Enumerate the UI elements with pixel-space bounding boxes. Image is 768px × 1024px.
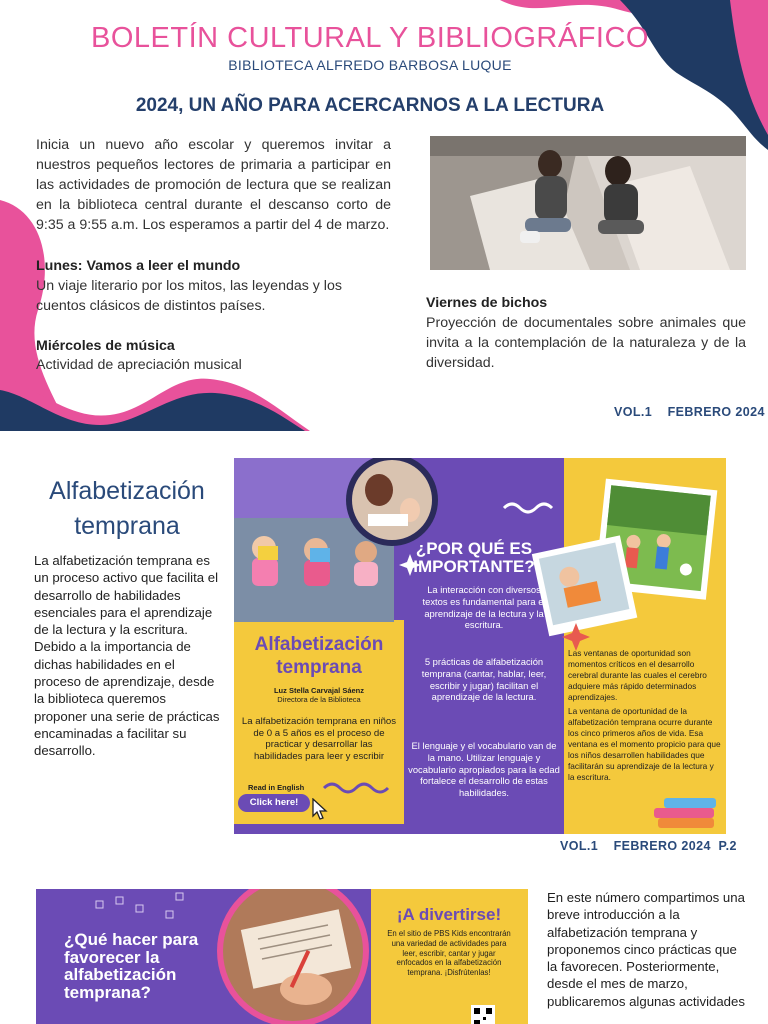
- card-heading: ¿Qué hacer para favorecer la alfabetización temprana?: [64, 930, 199, 1002]
- infographic-right-text-2: La ventana de oportunidad de la alfabetización temprana ocurre durante los cinco primeros años de vida. Esa ventana es el momento propicio para que los niños desarrollen habilidades que facilitarán su aprendizaje de la lectura y la escritura.: [568, 706, 721, 782]
- children-reading-photo: [430, 136, 746, 270]
- fun-title: ¡A divertirse!: [396, 905, 502, 924]
- wednesday-title: Miércoles de música: [36, 338, 175, 354]
- monday-text: Un viaje literario por los mitos, las leyendas y los cuentos clásicos de distintos países.: [36, 278, 342, 314]
- infographic-mid-text-3: El lenguaje y el vocabulario van de la mano. Utilizar lenguaje y vocabulario apropiados para la edad fortalece el desarrollo de estas habilidades.: [408, 740, 560, 799]
- section-body: La alfabetización temprana es un proceso activo que facilita el desarrollo de habilidades esenciales para el aprendizaje de la lectura y la escritura. Debido a la importancia de dichas habilidades en el proceso de aprendizaje, desde la biblioteca queremos proponer una serie de prácticas encaminadas a facilitar su desarrollo.: [34, 553, 220, 759]
- intro-paragraph: Inicia un nuevo año escolar y queremos invitar a nuestros pequeños lectores de primaria a participar en las actividades de promoción de lectura que se realizan en la biblioteca central durante el descanso corto de 9:35 a 9:55 a.m. Los esperamos a partir del 4 de marzo.: [36, 137, 391, 233]
- friday-text: Proyección de documentales sobre animales que invita a la contemplación de la naturaleza y de la diversidad.: [426, 315, 746, 371]
- activities-card: [36, 889, 528, 1024]
- infographic-mid-text-1: La interacción con diversos textos es fundamental para el aprendizaje de la lectura y la escritura.: [422, 584, 546, 631]
- fun-text: En el sitio de PBS Kids encontrarán una variedad de actividades para leer, escribir, cantar y jugar enfocados en la alfabetización temprana. ¡Disfrútenlas!: [387, 929, 511, 978]
- infographic-title: Alfabetización temprana: [254, 634, 384, 678]
- page-headline: 2024, UN AÑO PARA ACERCARNOS A LA LECTURA: [135, 95, 605, 116]
- cursor-icon: [312, 798, 328, 820]
- infographic-mid-text-2: 5 prácticas de alfabetización temprana (cantar, hablar, leer, escribir y jugar) facilitan el aprendizaje de la lectura.: [421, 656, 547, 703]
- infographic-author-role: Directora de la Biblioteca: [277, 695, 361, 704]
- section-title: Alfabetización temprana: [49, 477, 205, 540]
- infographic-author: Luz Stella Carvajal Sáenz: [273, 686, 365, 695]
- infographic-heading: ¿POR QUÉ ES IMPORTANTE?: [413, 539, 535, 576]
- wednesday-text: Actividad de apreciación musical: [36, 357, 242, 373]
- infographic-left-text: La alfabetización temprana en niños de 0 a 5 años es el proceso de practicar y desarrollar las habilidades para leer y escribir: [241, 716, 397, 762]
- friday-title: Viernes de bichos: [426, 295, 548, 311]
- library-name: BIBLIOTECA ALFREDO BARBOSA LUQUE: [228, 57, 512, 73]
- click-here-button[interactable]: Click here!: [238, 794, 310, 812]
- monday-title: Lunes: Vamos a leer el mundo: [36, 258, 241, 274]
- page1-footer: VOL.1 FEBRERO 2024: [614, 405, 765, 419]
- newsletter-title: BOLETÍN CULTURAL Y BIBLIOGRÁFICO: [90, 22, 649, 54]
- infographic-right-text-1: Las ventanas de oportunidad son momentos críticos en el desarrollo cerebral durante las cuales el cerebro adquiere más rápido determinados aprendizajes.: [568, 648, 707, 702]
- page3-body: En este número compartimos una breve introducción a la alfabetización temprana y proponemos cinco prácticas que la favorecen. Posteriormente, desde el mes de marzo, publicaremos algunas actividades: [547, 890, 745, 1009]
- page2-footer: VOL.1 FEBRERO 2024 P.2: [560, 839, 737, 853]
- infographic: [234, 458, 726, 834]
- read-in-english-label: Read in English: [248, 783, 305, 792]
